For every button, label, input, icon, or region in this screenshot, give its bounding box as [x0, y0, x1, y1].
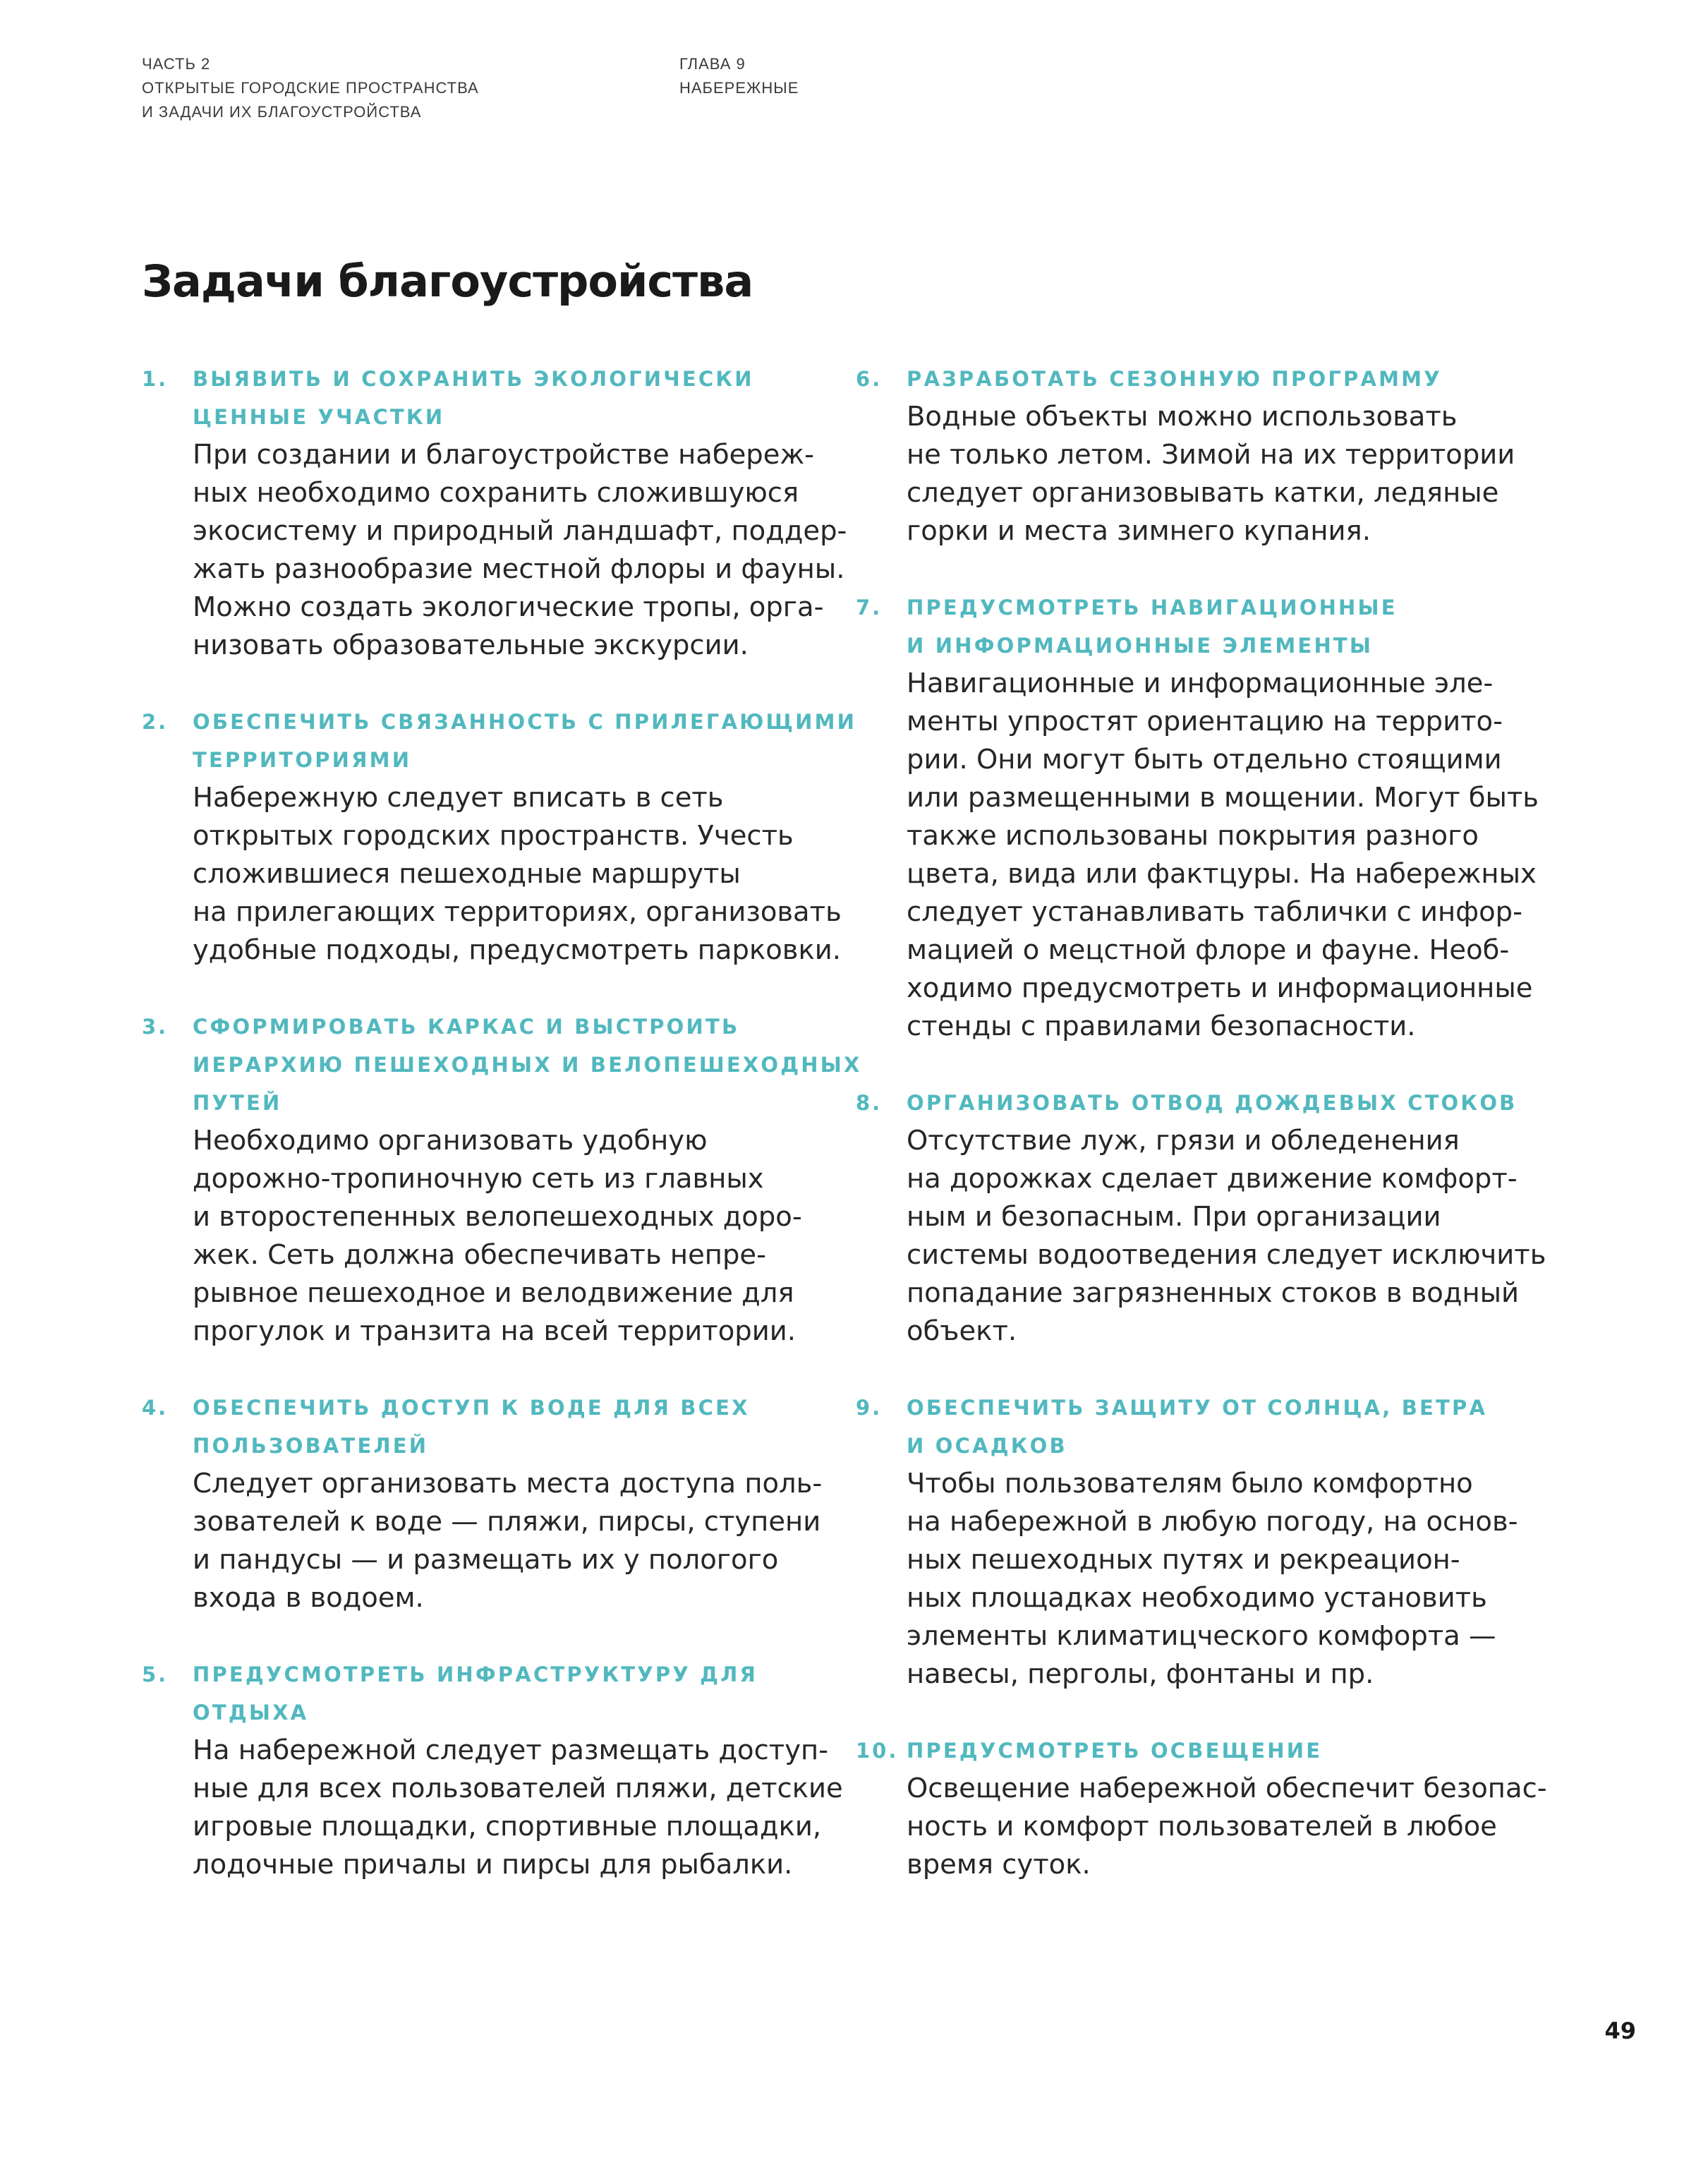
task-body-line: навесы, перголы, фонтаны и пр.: [907, 1658, 1374, 1690]
task-title: [907, 360, 1561, 398]
task-body-line: следует организовывать катки, ледяные: [907, 477, 1499, 509]
task-title: [907, 1389, 1561, 1465]
page-title: Задачи благоустройства: [142, 255, 753, 307]
task-body: [907, 665, 1561, 1046]
task-title-line: ОРГАНИЗОВАТЬ ОТВОД ДОЖДЕВЫХ СТОКОВ: [907, 1091, 1518, 1115]
task-body-line: Навигационные и информационные эле-: [907, 668, 1494, 699]
task-body-line: ных площадках необходимо установить: [907, 1582, 1487, 1614]
task-body-line: На набережной следует размещать доступ-: [193, 1734, 829, 1766]
task-number: 10.: [856, 1739, 899, 1763]
running-head-line: ОТКРЫТЫЕ ГОРОДСКИЕ ПРОСТРАНСТВА: [142, 79, 479, 97]
task-number: 1.: [142, 367, 169, 391]
task-number: 2.: [142, 710, 169, 734]
task-title: [193, 1389, 847, 1465]
task-number: 5.: [142, 1662, 169, 1686]
task-body-line: ходимо предусмотреть и информационные: [907, 972, 1533, 1004]
left-column: [142, 360, 862, 1884]
task-heading: [856, 1084, 1561, 1122]
task-heading: [856, 1732, 1561, 1770]
task-title: [193, 1655, 847, 1732]
task-body-line: мацией о мецстной флоре и фауне. Необ-: [907, 934, 1510, 966]
task-body-line: При создании и благоустройстве набереж-: [193, 439, 814, 471]
task-body-line: Отсутствие луж, грязи и обледенения: [907, 1125, 1460, 1157]
task-body-line: Чтобы пользователям было комфортно: [907, 1468, 1473, 1499]
task-body-line: ных необходимо сохранить сложившуюся: [193, 477, 799, 509]
task-body-line: лодочные причалы и пирсы для рыбалки.: [193, 1849, 793, 1881]
task-title-line: ПОЛЬЗОВАТЕЛЕЙ: [193, 1434, 429, 1458]
task-item: [856, 1389, 1561, 1694]
task-body-line: удобные подходы, предусмотреть парковки.: [193, 934, 841, 966]
task-body-line: Можно создать экологические тропы, орга-: [193, 591, 824, 623]
task-body: [193, 1465, 847, 1617]
task-body: [907, 398, 1561, 550]
task-body-line: на набережной в любую погоду, на основ-: [907, 1506, 1518, 1538]
task-title-line: ИЕРАРХИЮ ПЕШЕХОДНЫХ И ВЕЛОПЕШЕХОДНЫХ: [193, 1053, 862, 1077]
task-body: [193, 779, 847, 970]
task-number: 9.: [856, 1396, 883, 1420]
task-title-line: ОБЕСПЕЧИТЬ ЗАЩИТУ ОТ СОЛНЦА, ВЕТРА: [907, 1396, 1488, 1420]
task-body-line: рывное пешеходное и велодвижение для: [193, 1277, 794, 1309]
task-heading: [142, 1655, 847, 1732]
task-title: [907, 1084, 1561, 1122]
task-body-line: жать разнообразие местной флоры и фауны.: [193, 553, 845, 585]
task-body-line: на прилегающих территориях, организовать: [193, 896, 842, 928]
task-body-line: на дорожках сделает движение комфорт-: [907, 1163, 1518, 1195]
task-body-line: объект.: [907, 1315, 1017, 1347]
running-head-line: ЧАСТЬ 2: [142, 55, 211, 73]
task-title-line: ОБЕСПЕЧИТЬ СВЯЗАННОСТЬ С ПРИЛЕГАЮЩИМИ: [193, 710, 857, 734]
task-body-line: горки и места зимнего купания.: [907, 515, 1371, 547]
task-title-line: И ОСАДКОВ: [907, 1434, 1067, 1458]
task-title-line: И ИНФОРМАЦИОННЫЕ ЭЛЕМЕНТЫ: [907, 634, 1374, 658]
task-number: 3.: [142, 1015, 169, 1039]
task-body-line: и пандусы — и размещать их у пологого: [193, 1544, 779, 1576]
task-body: [193, 436, 847, 665]
task-body-line: экосистему и природный ландшафт, поддер-: [193, 515, 847, 547]
task-body-line: сложившиеся пешеходные маршруты: [193, 858, 741, 890]
task-title-line: ОБЕСПЕЧИТЬ ДОСТУП К ВОДЕ ДЛЯ ВСЕХ: [193, 1396, 750, 1420]
task-title-line: РАЗРАБОТАТЬ СЕЗОННУЮ ПРОГРАММУ: [907, 367, 1442, 391]
task-number: 7.: [856, 596, 883, 620]
running-head-chapter: [679, 52, 799, 100]
task-body-line: Необходимо организовать удобную: [193, 1125, 708, 1157]
task-body-line: ные для всех пользователей пляжи, детские: [193, 1773, 843, 1804]
task-body-line: ных пешеходных путях и рекреацион-: [907, 1544, 1460, 1576]
task-item: [856, 588, 1561, 1046]
task-body: [907, 1770, 1561, 1884]
task-title-line: ПРЕДУСМОТРЕТЬ НАВИГАЦИОННЫЕ: [907, 596, 1398, 620]
task-body-line: также использованы покрытия разного: [907, 820, 1479, 852]
task-body: [907, 1465, 1561, 1694]
task-item: [142, 703, 857, 970]
task-item: [142, 1389, 847, 1617]
task-heading: [142, 703, 857, 779]
task-body-line: цвета, вида или фактцуры. На набережных: [907, 858, 1537, 890]
task-item: [856, 1732, 1561, 1884]
task-body-line: менты упростят ориентацию на террито-: [907, 706, 1503, 737]
task-heading: [142, 1008, 862, 1122]
task-body: [193, 1122, 847, 1351]
task-body-line: ность и комфорт пользователей в любое: [907, 1811, 1497, 1842]
page-number: 49: [1604, 2017, 1636, 2044]
task-body-line: элементы климатицческого комфорта —: [907, 1620, 1496, 1652]
task-body: [193, 1732, 847, 1884]
task-body-line: жек. Сеть должна обеспечивать непре-: [193, 1239, 766, 1271]
running-head-line: И ЗАДАЧИ ИХ БЛАГОУСТРОЙСТВА: [142, 103, 422, 121]
task-body-line: входа в водоем.: [193, 1582, 424, 1614]
task-item: [142, 1655, 847, 1884]
task-heading: [856, 360, 1561, 398]
task-body-line: время суток.: [907, 1849, 1091, 1881]
task-body-line: открытых городских пространств. Учесть: [193, 820, 794, 852]
task-body-line: Следует организовать места доступа поль-: [193, 1468, 823, 1499]
task-heading: [142, 360, 847, 436]
task-body-line: прогулок и транзита на всей территории.: [193, 1315, 796, 1347]
task-title: [907, 1732, 1561, 1770]
task-title-line: ПУТЕЙ: [193, 1091, 282, 1115]
task-title-line: ПРЕДУСМОТРЕТЬ ИНФРАСТРУКТУРУ ДЛЯ: [193, 1662, 758, 1686]
task-title: [193, 703, 857, 779]
task-body-line: ным и безопасным. При организации: [907, 1201, 1441, 1233]
task-body-line: Набережную следует вписать в сеть: [193, 782, 724, 814]
task-title: [193, 1008, 862, 1122]
task-body-line: Освещение набережной обеспечит безопас-: [907, 1773, 1547, 1804]
task-heading: [856, 1389, 1561, 1465]
task-title: [907, 588, 1561, 665]
task-number: 6.: [856, 367, 883, 391]
task-number: 8.: [856, 1091, 883, 1115]
task-title-line: ВЫЯВИТЬ И СОХРАНИТЬ ЭКОЛОГИЧЕСКИ: [193, 367, 754, 391]
task-item: [856, 1084, 1561, 1351]
task-title-line: СФОРМИРОВАТЬ КАРКАС И ВЫСТРОИТЬ: [193, 1015, 740, 1039]
task-body-line: зователей к воде — пляжи, пирсы, ступени: [193, 1506, 821, 1538]
task-title-line: ПРЕДУСМОТРЕТЬ ОСВЕЩЕНИЕ: [907, 1739, 1323, 1763]
task-body-line: не только летом. Зимой на их территории: [907, 439, 1515, 471]
task-title-line: ТЕРРИТОРИЯМИ: [193, 748, 412, 772]
task-body-line: стенды с правилами безопасности.: [907, 1010, 1416, 1042]
task-body: [907, 1122, 1561, 1351]
task-body-line: рии. Они могут быть отдельно стоящими: [907, 744, 1502, 775]
task-body-line: Водные объекты можно использовать: [907, 401, 1458, 433]
running-head-line: ГЛАВА 9: [679, 55, 746, 73]
task-body-line: следует устанавливать таблички с инфор-: [907, 896, 1522, 928]
task-body-line: игровые площадки, спортивные площадки,: [193, 1811, 822, 1842]
task-body-line: низовать образовательные экскурсии.: [193, 629, 749, 661]
task-body-line: или размещенными в мощении. Могут быть: [907, 782, 1539, 814]
task-item: [856, 360, 1561, 550]
task-body-line: попадание загрязненных стоков в водный: [907, 1277, 1520, 1309]
task-item: [142, 360, 847, 665]
right-column: [856, 360, 1561, 1884]
task-body-line: системы водоотведения следует исключить: [907, 1239, 1546, 1271]
task-heading: [856, 588, 1561, 665]
task-item: [142, 1008, 862, 1351]
task-number: 4.: [142, 1396, 169, 1420]
task-title: [193, 360, 847, 436]
task-body-line: дорожно-тропиночную сеть из главных: [193, 1163, 764, 1195]
running-head-line: НАБЕРЕЖНЫЕ: [679, 79, 799, 97]
task-body-line: и второстепенных велопешеходных доро-: [193, 1201, 802, 1233]
task-title-line: ОТДЫХА: [193, 1701, 309, 1725]
running-head-part: [142, 52, 479, 124]
task-title-line: ЦЕННЫЕ УЧАСТКИ: [193, 405, 445, 429]
task-heading: [142, 1389, 847, 1465]
